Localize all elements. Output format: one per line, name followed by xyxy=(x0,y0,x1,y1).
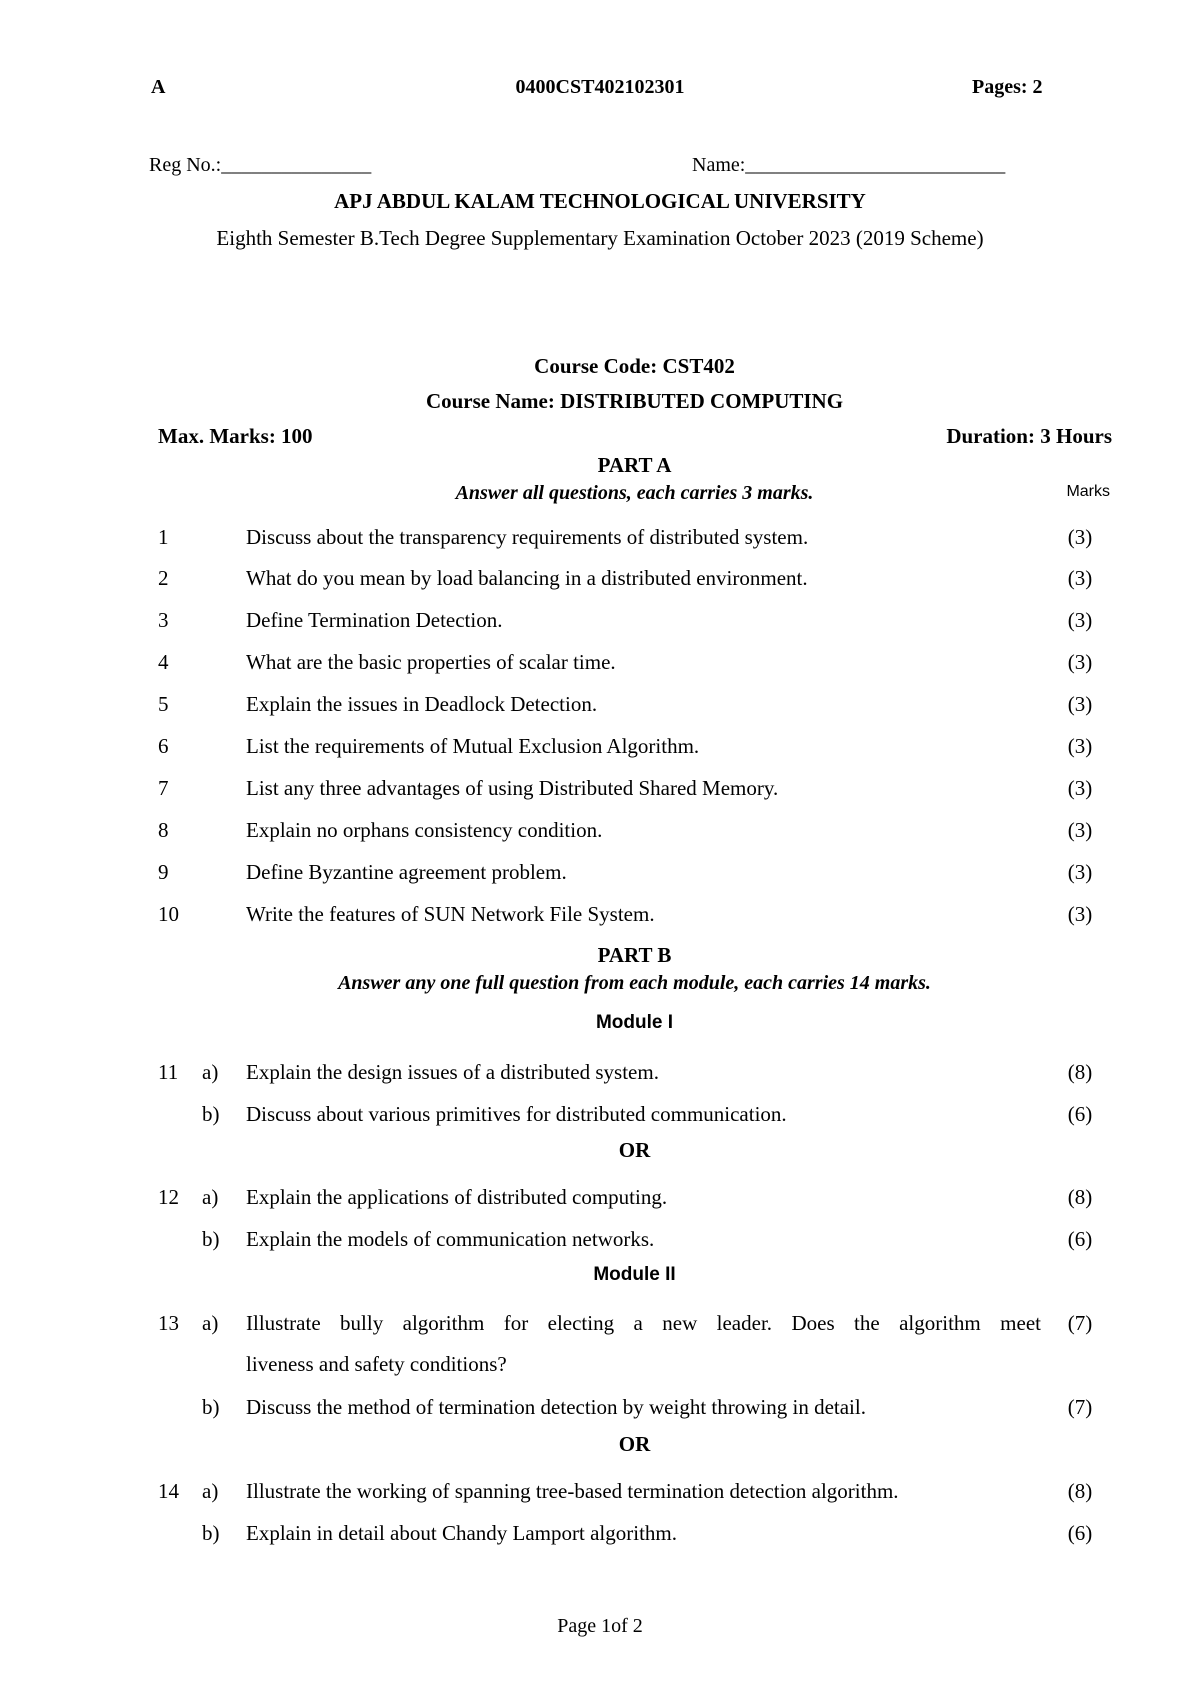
question-text: What are the basic properties of scalar time. xyxy=(246,650,616,674)
question-marks: (6) xyxy=(1067,1227,1093,1251)
question-marks: (7) xyxy=(1067,1311,1093,1335)
question-text: Explain the models of communication networks. xyxy=(246,1227,655,1251)
module-2-title: Module II xyxy=(593,1264,676,1285)
question-row xyxy=(0,525,1200,555)
question-text: Define Byzantine agreement problem. xyxy=(246,860,567,884)
question-marks: (3) xyxy=(1067,776,1093,800)
sub-question-label: a) xyxy=(202,1060,219,1084)
question-text: Explain no orphans consistency condition. xyxy=(246,818,603,842)
sub-question-label: a) xyxy=(202,1479,219,1503)
question-paper-set: A xyxy=(151,76,166,98)
question-number: 5 xyxy=(158,692,169,716)
question-number: 12 xyxy=(158,1185,179,1209)
question-row xyxy=(0,566,1200,596)
question-number: 6 xyxy=(158,734,169,758)
question-marks: (8) xyxy=(1067,1479,1093,1503)
paper-code: 0400CST402102301 xyxy=(515,76,685,98)
question-row xyxy=(0,608,1200,638)
question-marks: (3) xyxy=(1067,860,1093,884)
question-number: 14 xyxy=(158,1479,179,1503)
question-number: 4 xyxy=(158,650,169,674)
question-marks: (3) xyxy=(1067,566,1093,590)
question-number: 1 xyxy=(158,525,169,549)
question-text: Discuss the method of termination detection by weight throwing in detail. xyxy=(246,1395,866,1419)
question-text: Explain the applications of distributed computing. xyxy=(246,1185,668,1209)
sub-question-label: b) xyxy=(202,1227,220,1251)
question-marks: (3) xyxy=(1067,525,1093,549)
question-text: Illustrate bully algorithm for electing a new leader. Does the algorithm meet xyxy=(246,1311,1041,1335)
question-number: 7 xyxy=(158,776,169,800)
question-row xyxy=(0,1311,1200,1341)
course-name: Course Name: DISTRIBUTED COMPUTING xyxy=(425,389,844,413)
question-number: 13 xyxy=(158,1311,179,1335)
question-number: 10 xyxy=(158,902,179,926)
question-text: Define Termination Detection. xyxy=(246,608,503,632)
question-row xyxy=(0,902,1200,932)
page-footer: Page 1of 2 xyxy=(557,1615,643,1637)
exam-title: Eighth Semester B.Tech Degree Supplementary Examination October 2023 (2019 Scheme) xyxy=(216,226,984,250)
question-marks: (8) xyxy=(1067,1185,1093,1209)
question-text: What do you mean by load balancing in a distributed environment. xyxy=(246,566,808,590)
question-row xyxy=(0,860,1200,890)
question-text: Explain in detail about Chandy Lamport algorithm. xyxy=(246,1521,677,1545)
question-marks: (3) xyxy=(1067,902,1093,926)
sub-question-label: b) xyxy=(202,1395,220,1419)
question-text: Illustrate the working of spanning tree-based termination detection algorithm. xyxy=(246,1479,899,1503)
question-marks: (8) xyxy=(1067,1060,1093,1084)
question-row xyxy=(0,1185,1200,1215)
question-row xyxy=(0,1227,1200,1257)
question-text: Discuss about the transparency requirements of distributed system. xyxy=(246,525,809,549)
question-row xyxy=(0,692,1200,722)
university-name: APJ ABDUL KALAM TECHNOLOGICAL UNIVERSITY xyxy=(334,189,866,213)
question-row xyxy=(0,1521,1200,1551)
question-marks: (3) xyxy=(1067,692,1093,716)
question-text: Explain the design issues of a distributed system. xyxy=(246,1060,659,1084)
or-separator: OR xyxy=(618,1138,651,1162)
question-marks: (3) xyxy=(1067,608,1093,632)
question-text: List the requirements of Mutual Exclusion Algorithm. xyxy=(246,734,700,758)
page-count: Pages: 2 xyxy=(972,76,1043,98)
question-number: 8 xyxy=(158,818,169,842)
question-marks: (3) xyxy=(1067,650,1093,674)
question-number: 11 xyxy=(158,1060,179,1084)
question-marks: (6) xyxy=(1067,1102,1093,1126)
question-row xyxy=(0,1479,1200,1509)
name-field: Name:__________________________ xyxy=(692,154,1006,176)
duration: Duration: 3 Hours xyxy=(946,424,1112,448)
question-marks: (3) xyxy=(1067,734,1093,758)
question-number: 3 xyxy=(158,608,169,632)
question-text: Explain the issues in Deadlock Detection. xyxy=(246,692,598,716)
question-marks: (3) xyxy=(1067,818,1093,842)
module-1-title: Module I xyxy=(595,1012,674,1033)
sub-question-label: a) xyxy=(202,1185,219,1209)
question-row-continuation xyxy=(0,1352,1200,1382)
question-text: liveness and safety conditions? xyxy=(246,1352,507,1376)
course-code: Course Code: CST402 xyxy=(534,354,735,378)
question-row xyxy=(0,776,1200,806)
question-text: Write the features of SUN Network File System. xyxy=(246,902,655,926)
max-marks: Max. Marks: 100 xyxy=(158,424,313,448)
part-b-title: PART B xyxy=(597,943,672,967)
sub-question-label: b) xyxy=(202,1521,220,1545)
question-row xyxy=(0,818,1200,848)
question-row xyxy=(0,1060,1200,1090)
marks-column-header: Marks xyxy=(1066,483,1110,500)
sub-question-label: a) xyxy=(202,1311,219,1335)
reg-no-field: Reg No.:_______________ xyxy=(149,154,372,176)
question-row xyxy=(0,734,1200,764)
or-separator: OR xyxy=(618,1432,651,1456)
question-number: 9 xyxy=(158,860,169,884)
part-b-instruction: Answer any one full question from each module, each carries 14 marks. xyxy=(338,972,931,994)
question-marks: (6) xyxy=(1067,1521,1093,1545)
question-marks: (7) xyxy=(1067,1395,1093,1419)
question-text: List any three advantages of using Distributed Shared Memory. xyxy=(246,776,779,800)
question-row xyxy=(0,1102,1200,1132)
question-text: Discuss about various primitives for distributed communication. xyxy=(246,1102,787,1126)
question-number: 2 xyxy=(158,566,169,590)
part-a-title: PART A xyxy=(597,453,672,477)
question-row xyxy=(0,1395,1200,1425)
part-a-instruction: Answer all questions, each carries 3 marks. xyxy=(455,482,814,504)
question-row xyxy=(0,650,1200,680)
sub-question-label: b) xyxy=(202,1102,220,1126)
